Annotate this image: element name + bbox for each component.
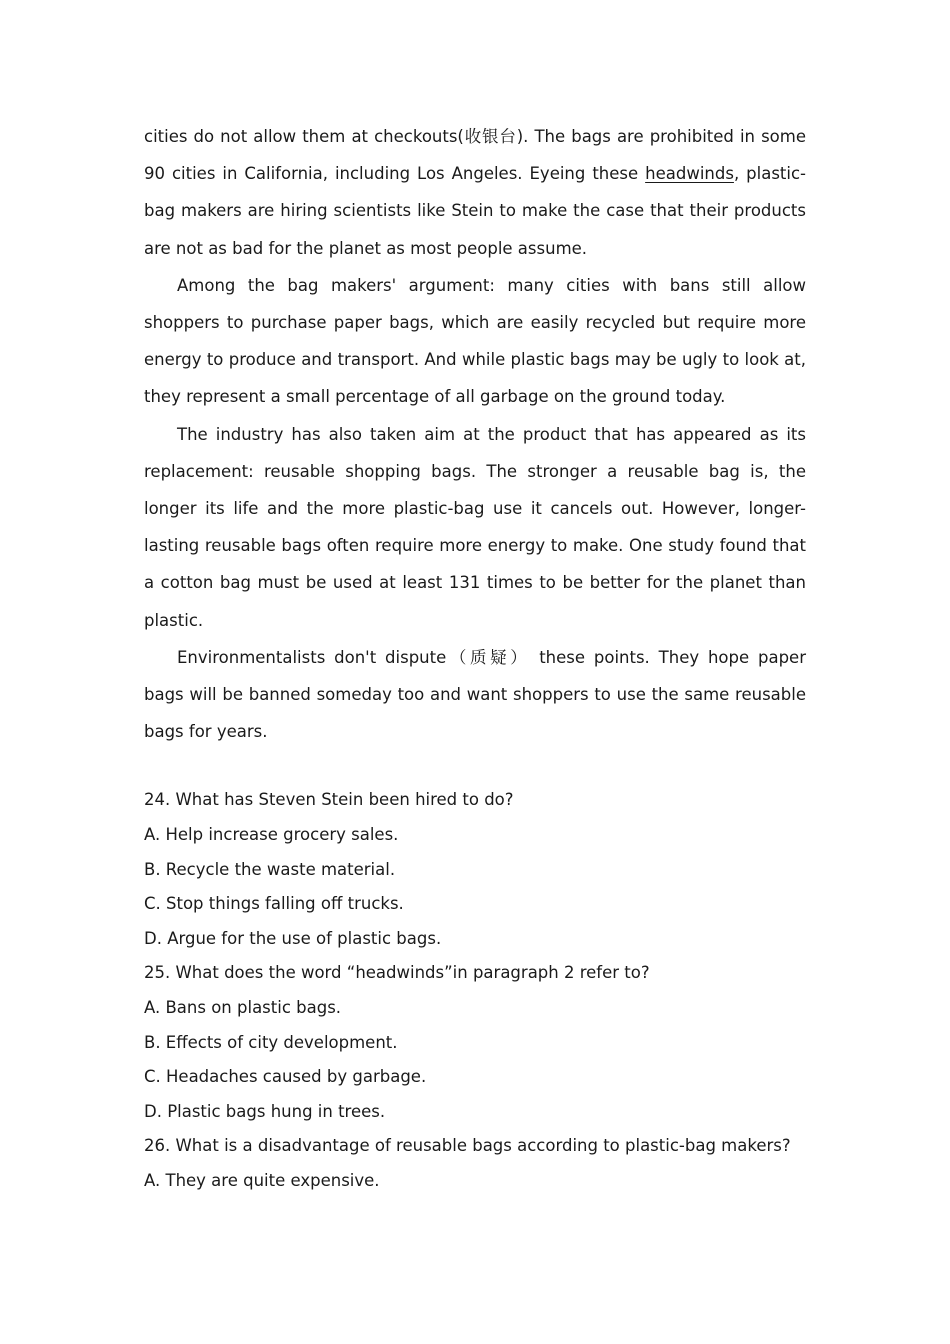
question-stem: 25. What does the word “headwinds”in paragraph 2 refer to?	[144, 963, 650, 983]
question-24	[144, 783, 806, 956]
question-stem: 26. What is a disadvantage of reusable bags according to plastic-bag makers?	[144, 1136, 791, 1156]
answer-option: B. Recycle the waste material.	[144, 859, 396, 879]
passage-paragraph-3: The industry has also taken aim at the product that has appeared as its replacement: reusable shopping bags. The stronger a reusable bag is, the longer its life and the more plastic-bag use it cancels out. However, longer-lasting reusable bags often require more energy to make. One study found that a cotton bag must be used at least 131 times to be better for the planet than plastic.	[144, 424, 806, 630]
answer-option: A. They are quite expensive.	[144, 1170, 380, 1190]
answer-option: A. Help increase grocery sales.	[144, 825, 399, 845]
passage-paragraph-2: Among the bag makers' argument: many cities with bans still allow shoppers to purchase paper bags, which are easily recycled but require more energy to produce and transport. And while plastic bags may be ugly to look at, they represent a small percentage of all garbage on the ground today.	[144, 275, 806, 407]
question-26	[144, 1129, 806, 1198]
passage-paragraph-1-text-after: , plastic-bag makers are hiring scientists like Stein to make the case that their products are not as bad for the planet as most people assume.	[144, 164, 806, 258]
answer-option: A. Bans on plastic bags.	[144, 998, 342, 1018]
answer-option: C. Headaches caused by garbage.	[144, 1067, 427, 1087]
underlined-word-headwinds: headwinds	[645, 164, 734, 184]
passage-paragraph-1	[144, 118, 806, 267]
answer-option: D. Argue for the use of plastic bags.	[144, 928, 442, 948]
answer-option: C. Stop things falling off trucks.	[144, 894, 404, 914]
question-stem: 24. What has Steven Stein been hired to do?	[144, 790, 514, 810]
passage-paragraph-1-text-before: cities do not allow them at checkouts(收银台). The bags are prohibited in some 90 cities in California, including Los Angeles. Eyeing these	[144, 127, 806, 184]
document-page	[144, 118, 806, 1199]
answer-option: D. Plastic bags hung in trees.	[144, 1101, 386, 1121]
passage-paragraph-4: Environmentalists don't dispute（质疑） these points. They hope paper bags will be banned someday too and want shoppers to use the same reusable bags for years.	[144, 647, 806, 742]
section-gap	[144, 750, 806, 783]
answer-option: B. Effects of city development.	[144, 1032, 398, 1052]
question-25	[144, 956, 806, 1129]
